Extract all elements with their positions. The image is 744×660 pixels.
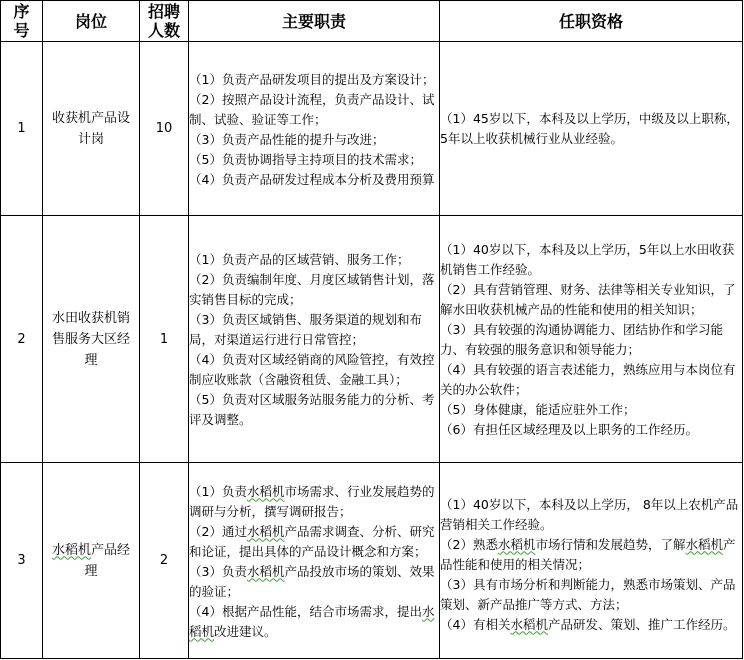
row-seq: 3 (1, 463, 43, 659)
row-duties (189, 216, 440, 463)
header-count: 招聘人数 (140, 1, 189, 42)
qual-item: （1）40岁以下，本科及以上学历， 8年以上农机产品营销相关工作经验。 (440, 496, 739, 532)
row-quals (440, 216, 743, 463)
row-count: 1 (140, 216, 189, 463)
duty-item: （2）通过水稻机产品需求调查、分析、研究和论证，提出具体的产品设计概念和方案； (189, 523, 435, 559)
qual-item: （2）熟悉水稻机市场行情和发展趋势，了解水稻机产品性能和使用的相关情况； (440, 536, 736, 572)
qual-item: （3）具有较强的沟通协调能力、团结协作和学习能力、有较强的服务意识和领导能力； (440, 322, 723, 357)
row-post: 水田收获机销售服务大区经理 (43, 216, 140, 463)
row-duties (189, 42, 440, 216)
duty-item: （1）负责产品的区域营销、服务工作； (189, 252, 410, 267)
header-seq: 序号 (1, 1, 43, 42)
duty-item: （1）负责产品研发项目的提出及方案设计； (189, 71, 435, 87)
duty-item: （2）负责编制年度、月度区域销售计划，落实销售目标的完成； (189, 272, 435, 307)
duty-item: （4）负责对区域经销商的风险管控，有效控制应收账款（含融资租赁、金融工具）； (189, 352, 435, 387)
row-seq: 1 (1, 42, 43, 216)
qual-item: （5）身体健康，能适应驻外工作； (440, 402, 636, 417)
qual-item: （6）有担任区域经理及以上职务的工作经历。 (440, 422, 698, 437)
qual-item: （2）具有营销管理、财务、法律等相关专业知识，了解水田收获机械产品的性能和使用的相关知识； (440, 282, 736, 317)
header-duties: 主要职责 (189, 1, 440, 42)
header-post: 岗位 (43, 1, 140, 42)
duty-item: （4）根据产品性能，结合市场需求，提出水稻机改进建议。 (189, 603, 435, 639)
duty-item: （3）负责水稻机产品投放市场的策划、效果的验证； (189, 563, 435, 599)
row-post: 水稻机产品经理 (43, 463, 140, 659)
row-post: 收获机产品设计岗 (43, 42, 140, 216)
duty-item: （5）负责对区域服务站服务能力的分析、考评及调整。 (189, 392, 435, 427)
duty-item: （4）负责产品研发过程成本分析及费用预算 (189, 171, 435, 187)
table-row (1, 216, 743, 463)
qual-item: （4）具有较强的语言表述能力，熟练应用与本岗位有关的办公软件； (440, 362, 736, 397)
table-row (1, 463, 743, 659)
row-count: 10 (140, 42, 189, 216)
table-row (1, 42, 743, 216)
qual-item: （4）有相关水稻机产品研发、策划、推广工作经历。 (440, 616, 736, 632)
row-seq: 2 (1, 216, 43, 463)
duty-item: （3）负责产品性能的提升与改进； (189, 131, 385, 147)
qual-item: （3）具有市场分析和判断能力，熟悉市场策划、产品策划、新产品推广等方式、方法； (440, 576, 736, 612)
duty-item: （3）负责区域销售、服务渠道的规划和布局，对渠道运行进行日常管控； (189, 312, 422, 347)
qual-item: （1）40岁以下，本科及以上学历，5年以上水田收获机销售工作经验。 (440, 242, 735, 277)
duty-item: （2）按照产品设计流程，负责产品设计、试制、试验、验证等工作； (189, 91, 435, 127)
duty-item: （1）负责水稻机市场需求、行业发展趋势的调研与分析，撰写调研报告； (189, 483, 435, 519)
header-quals: 任职资格 (440, 1, 743, 42)
qual-item: （1）45岁以下，本科及以上学历，中级及以上职称，5年以上收获机械行业从业经验。 (440, 110, 739, 146)
duty-item: （5）负责协调指导主持项目的技术需求； (189, 151, 422, 167)
row-quals (440, 463, 743, 659)
header-row (1, 1, 743, 42)
row-quals (440, 42, 743, 216)
row-duties (189, 463, 440, 659)
row-count: 2 (140, 463, 189, 659)
